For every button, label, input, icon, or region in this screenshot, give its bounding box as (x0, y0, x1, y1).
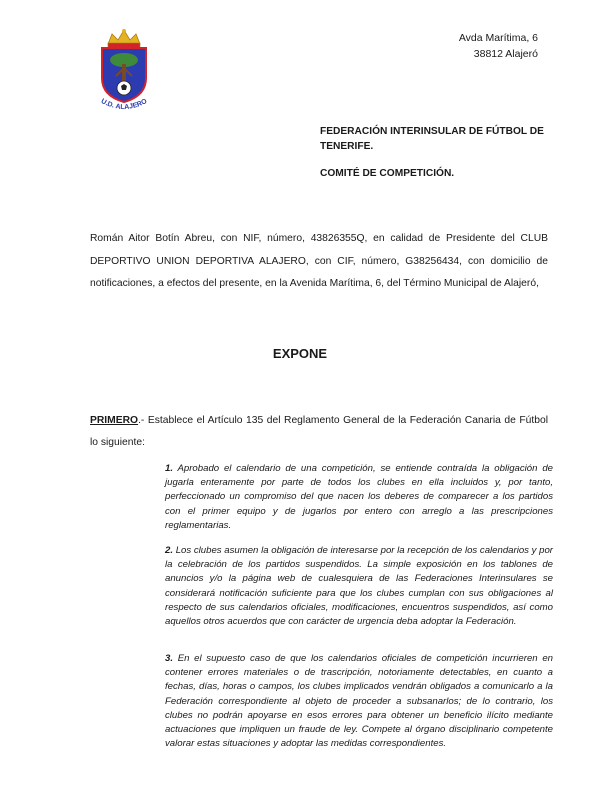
primero-text: .- Establece el Artículo 135 del Reglamento General de la Federación Canaria de Fútbol lo siguiente: (90, 415, 548, 448)
clause-text: Aprobado el calendario de una competición, se entiende contraída la obligación de jugarla enteramente por parte de todos los clubes en ella incluidos y, por tanto, perfeccionado un compromiso del que nacen los deberes de comparecer a los partidos con el primer equipo y de jugarlos por entero con arreglo a las prescripciones reglamentarias. (165, 463, 553, 531)
recipient-block (320, 124, 550, 181)
clause-number: 3. (165, 653, 174, 664)
sender-address (459, 30, 538, 62)
article-clause-3 (165, 652, 553, 751)
football-icon (117, 81, 131, 95)
primero-paragraph (90, 410, 548, 454)
clause-text: Los clubes asumen la obligación de interesarse por la recepción de los calendarios y por la celebración de los partidos suspendidos. La simple exposición en los tablones de anuncios y/o la página web de cualesquiera de las Federaciones Interinsulares se considerará notificación suficiente para que los clubes cumplan con sus obligaciones al respecto de sus calendarios oficiales, modificaciones, encuentros suspendidos, así como aquellos otros acuerdos que con carácter de urgencia deba adoptar la Federación. (165, 545, 553, 628)
club-crest-logo (88, 26, 160, 110)
article-clause-1 (165, 462, 553, 533)
clause-number: 1. (165, 463, 174, 474)
clause-number: 2. (165, 545, 174, 556)
primero-lead: PRIMERO (90, 415, 139, 426)
recipient-federation: FEDERACIÓN INTERINSULAR DE FÚTBOL DE TENERIFE. (320, 126, 544, 152)
intro-paragraph: Román Aitor Botín Abreu, con NIF, número, 43826355Q, en calidad de Presidente del CLUB DEPORTIVO UNION DEPORTIVA ALAJERO, con CIF, número, G38256434, con domicilio de notificaciones, a efectos del presente, en la Avenida Marítima, 6, del Término Municipal de Alajeró, (90, 233, 548, 289)
article-clause-2 (165, 544, 553, 629)
clause-text: En el supuesto caso de que los calendarios oficiales de competición incurrieren en contener errores materiales o de trascripción, notoriamente detectables, en cuanto a fechas, días, horas o campos, los clubes implicados vendrán obligados a comunicarlo a la Federación correspondiente al objeto de proceder a subsanarlos; de lo contrario, los clubes no podrán apoyarse en esos errores para obtener un beneficio ilícito mediante actuaciones que impliquen un fraude de ley. Compete al órgano disciplinario competente valorar estas situaciones y adoptar las medidas correspondientes. (165, 653, 553, 750)
address-line-2: 38812 Alajeró (473, 48, 538, 60)
recipient-committee: COMITÉ DE COMPETICIÓN. (320, 168, 455, 179)
address-line-1: Avda Marítima, 6 (458, 32, 538, 44)
crest-label: U.D. ALAJERO (99, 97, 149, 110)
section-heading: EXPONE (272, 346, 328, 361)
crown-icon (108, 29, 140, 48)
